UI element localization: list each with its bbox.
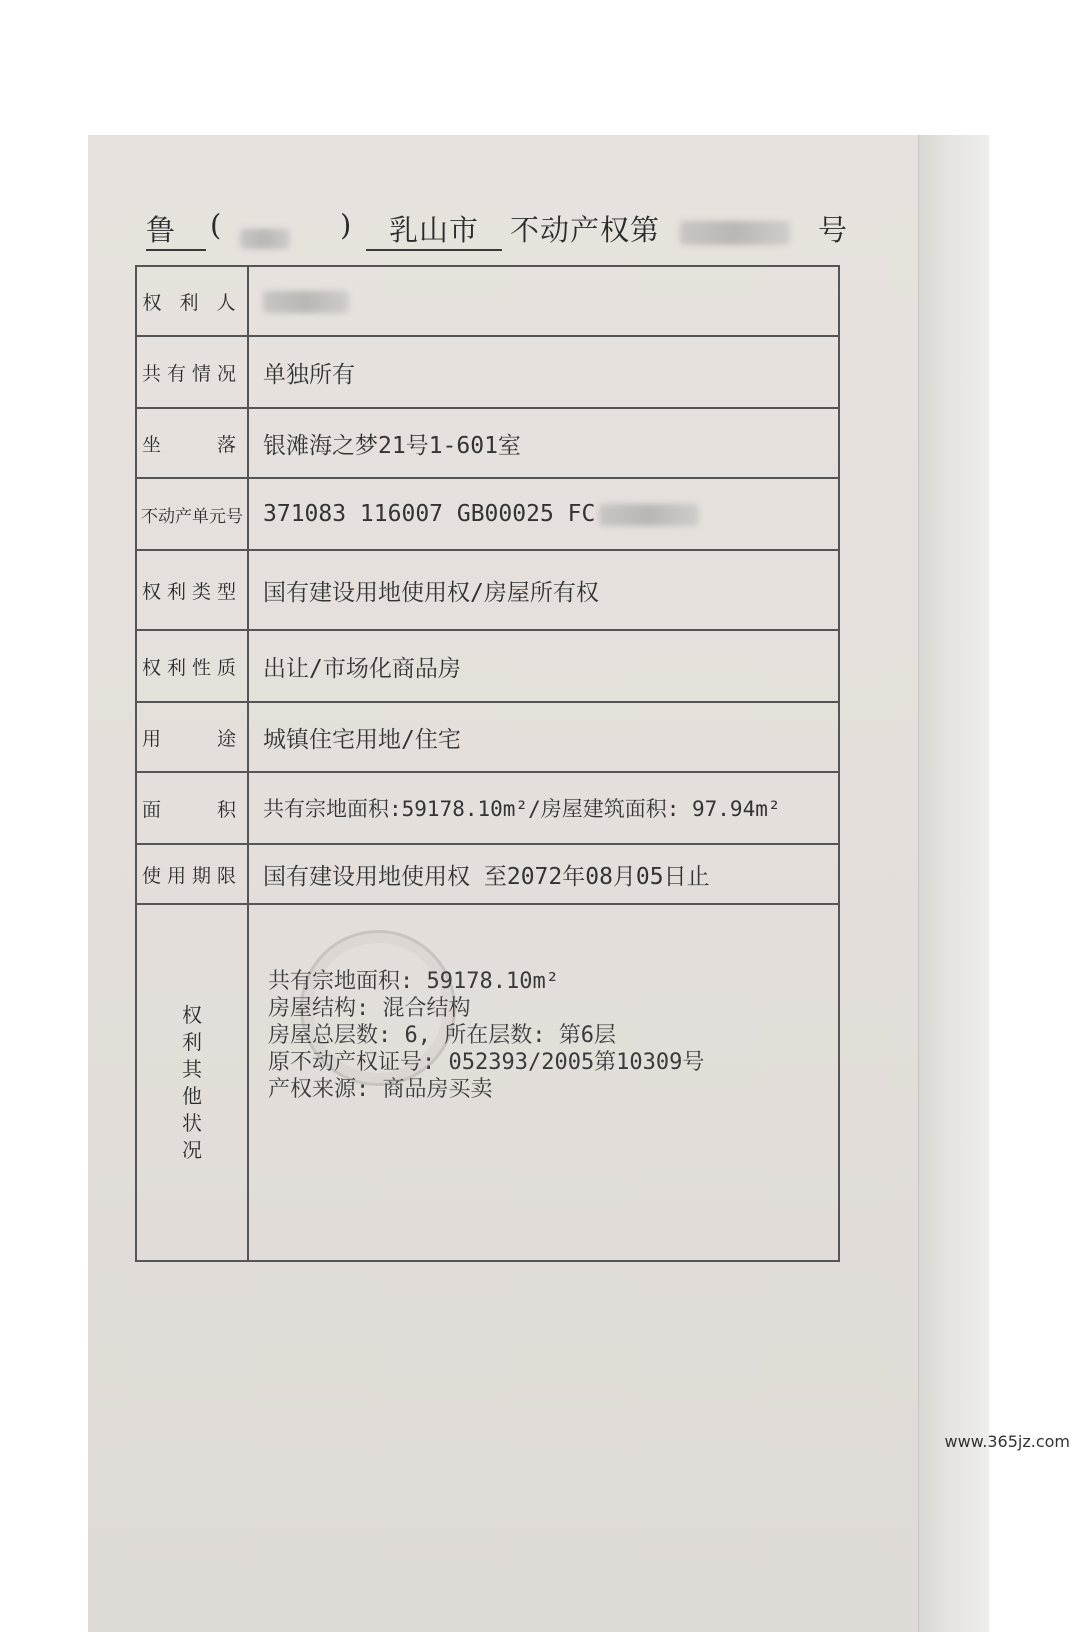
other-status-lines [268, 968, 704, 1103]
label-term: 使用期限 [136, 844, 248, 904]
value-usage: 城镇住宅用地/住宅 [248, 702, 839, 772]
value-area: 共有宗地面积:59178.10m²/房屋建筑面积: 97.94m² [248, 772, 839, 844]
header-city: 乳山市 [366, 208, 502, 251]
label-other-status [136, 904, 248, 1261]
header-number-redacted [680, 218, 790, 252]
other-line: 房屋总层数: 6, 所在层数: 第6层 [268, 1023, 616, 1048]
header-suffix: 号 [818, 213, 849, 247]
header-title: 不动产权第 [510, 213, 661, 247]
row-co-ownership [136, 336, 839, 408]
label-co-ownership: 共有情况 [136, 336, 248, 408]
value-owner [248, 266, 839, 336]
value-right-nature: 出让/市场化商品房 [248, 630, 839, 702]
row-unit-number [136, 478, 839, 550]
header-paren-open: ( [210, 208, 223, 242]
header-province: 鲁 [146, 208, 206, 251]
value-co-ownership: 单独所有 [248, 336, 839, 408]
other-line: 原不动产权证号: 052393/2005第10309号 [268, 1050, 705, 1075]
row-owner [136, 266, 839, 336]
label-usage: 用 途 [136, 702, 248, 772]
row-usage [136, 702, 839, 772]
row-right-type [136, 550, 839, 630]
label-owner: 权 利 人 [136, 266, 248, 336]
label-area: 面 积 [136, 772, 248, 844]
unit-number-redacted [599, 504, 699, 526]
label-location: 坐 落 [136, 408, 248, 478]
label-right-type: 权利类型 [136, 550, 248, 630]
other-line: 共有宗地面积: 59178.10m² [268, 969, 559, 994]
header-paren-close: ) [340, 208, 353, 242]
header-year-redacted [240, 222, 290, 256]
row-area [136, 772, 839, 844]
value-unit-number: 371083 116007 GB00025 FC [248, 478, 839, 550]
other-line: 房屋结构: 混合结构 [268, 996, 471, 1021]
row-location [136, 408, 839, 478]
value-location: 银滩海之梦21号1-601室 [248, 408, 839, 478]
row-term [136, 844, 839, 904]
next-page-edge [918, 135, 989, 1632]
other-status-label-vertical: 权利其他状况 [182, 1002, 202, 1162]
certificate-header [140, 208, 860, 260]
value-right-type: 国有建设用地使用权/房屋所有权 [248, 550, 839, 630]
site-watermark: www.365jz.com [944, 1432, 1070, 1451]
certificate-table [135, 265, 840, 1262]
value-term: 国有建设用地使用权 至2072年08月05日止 [248, 844, 839, 904]
label-unit-number: 不动产单元号 [136, 478, 248, 550]
other-line: 产权来源: 商品房买卖 [268, 1077, 493, 1102]
owner-redacted [263, 291, 349, 313]
row-right-nature [136, 630, 839, 702]
label-right-nature: 权利性质 [136, 630, 248, 702]
